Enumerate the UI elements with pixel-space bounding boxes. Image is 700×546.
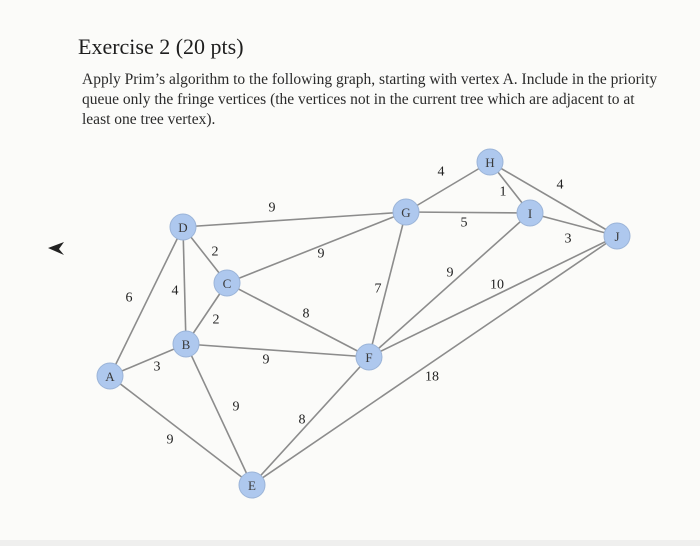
edge-weight-label: 18 [425, 369, 439, 385]
node-h [477, 149, 503, 175]
instruction-line: Apply Prim’s algorithm to the following graph, starting with vertex A. Include in the priority [82, 71, 658, 88]
edge-weight-label: 3 [564, 231, 572, 247]
edge-f-i [369, 213, 530, 357]
edge-e-j [252, 236, 617, 485]
edge-g-i [406, 212, 530, 213]
mouse-cursor-icon [48, 242, 64, 255]
edge-weight-label: 9 [232, 399, 240, 415]
node-e [239, 472, 265, 498]
edge-e-f [252, 357, 369, 485]
instruction-line: queue only the fringe vertices (the vertices not in the current tree which are adjacent to at [82, 91, 635, 108]
edge-a-e [110, 376, 252, 485]
edge-weight-label: 5 [460, 215, 468, 231]
node-i [517, 200, 543, 226]
node-f [356, 344, 382, 370]
node-label: C [222, 276, 232, 291]
edge-a-d [110, 227, 183, 376]
edge-weight-label: 9 [268, 200, 276, 216]
edge-d-b [183, 227, 186, 344]
node-label: D [178, 220, 188, 235]
node-label: B [181, 337, 191, 352]
node-d [170, 214, 196, 240]
node-label: A [105, 369, 115, 384]
edge-weight-label: 3 [153, 359, 161, 375]
edge-weight-label: 8 [298, 412, 306, 428]
edge-weight-label: 10 [490, 277, 504, 293]
edge-weight-label: 7 [374, 281, 382, 297]
page-bottom-edge [0, 540, 700, 546]
node-g [393, 199, 419, 225]
node-label: E [248, 478, 256, 493]
node-label: F [365, 350, 373, 365]
edge-h-j [490, 162, 617, 236]
edge-weight-label: 8 [302, 306, 310, 322]
node-label: I [527, 206, 533, 221]
edge-weight-label: 2 [212, 312, 220, 328]
edge-b-e [186, 344, 252, 485]
node-label: J [614, 229, 620, 244]
edge-weight-label: 9 [262, 352, 270, 368]
node-c [214, 270, 240, 296]
node-b [173, 331, 199, 357]
node-a [97, 363, 123, 389]
edge-weight-label: 4 [437, 164, 445, 180]
edge-weight-label: 1 [499, 184, 507, 200]
edge-f-j [369, 236, 617, 357]
edge-weight-label: 2 [211, 244, 219, 260]
edge-c-f [227, 283, 369, 357]
edge-weight-label: 9 [317, 246, 325, 262]
edge-weight-label: 9 [446, 265, 454, 281]
node-label: H [485, 155, 495, 170]
node-label: G [401, 205, 411, 220]
edge-b-f [186, 344, 369, 357]
edge-weight-label: 4 [556, 177, 564, 193]
edge-weight-label: 4 [171, 283, 179, 299]
exercise-title: Exercise 2 (20 pts) [78, 34, 244, 59]
instruction-line: least one tree vertex). [82, 111, 216, 128]
edge-weight-label: 6 [125, 290, 133, 306]
edge-g-h [406, 162, 490, 212]
graph-nodes [97, 149, 630, 498]
node-j [604, 223, 630, 249]
edge-weight-label: 9 [166, 432, 174, 448]
graph-edge-weights [126, 165, 572, 448]
